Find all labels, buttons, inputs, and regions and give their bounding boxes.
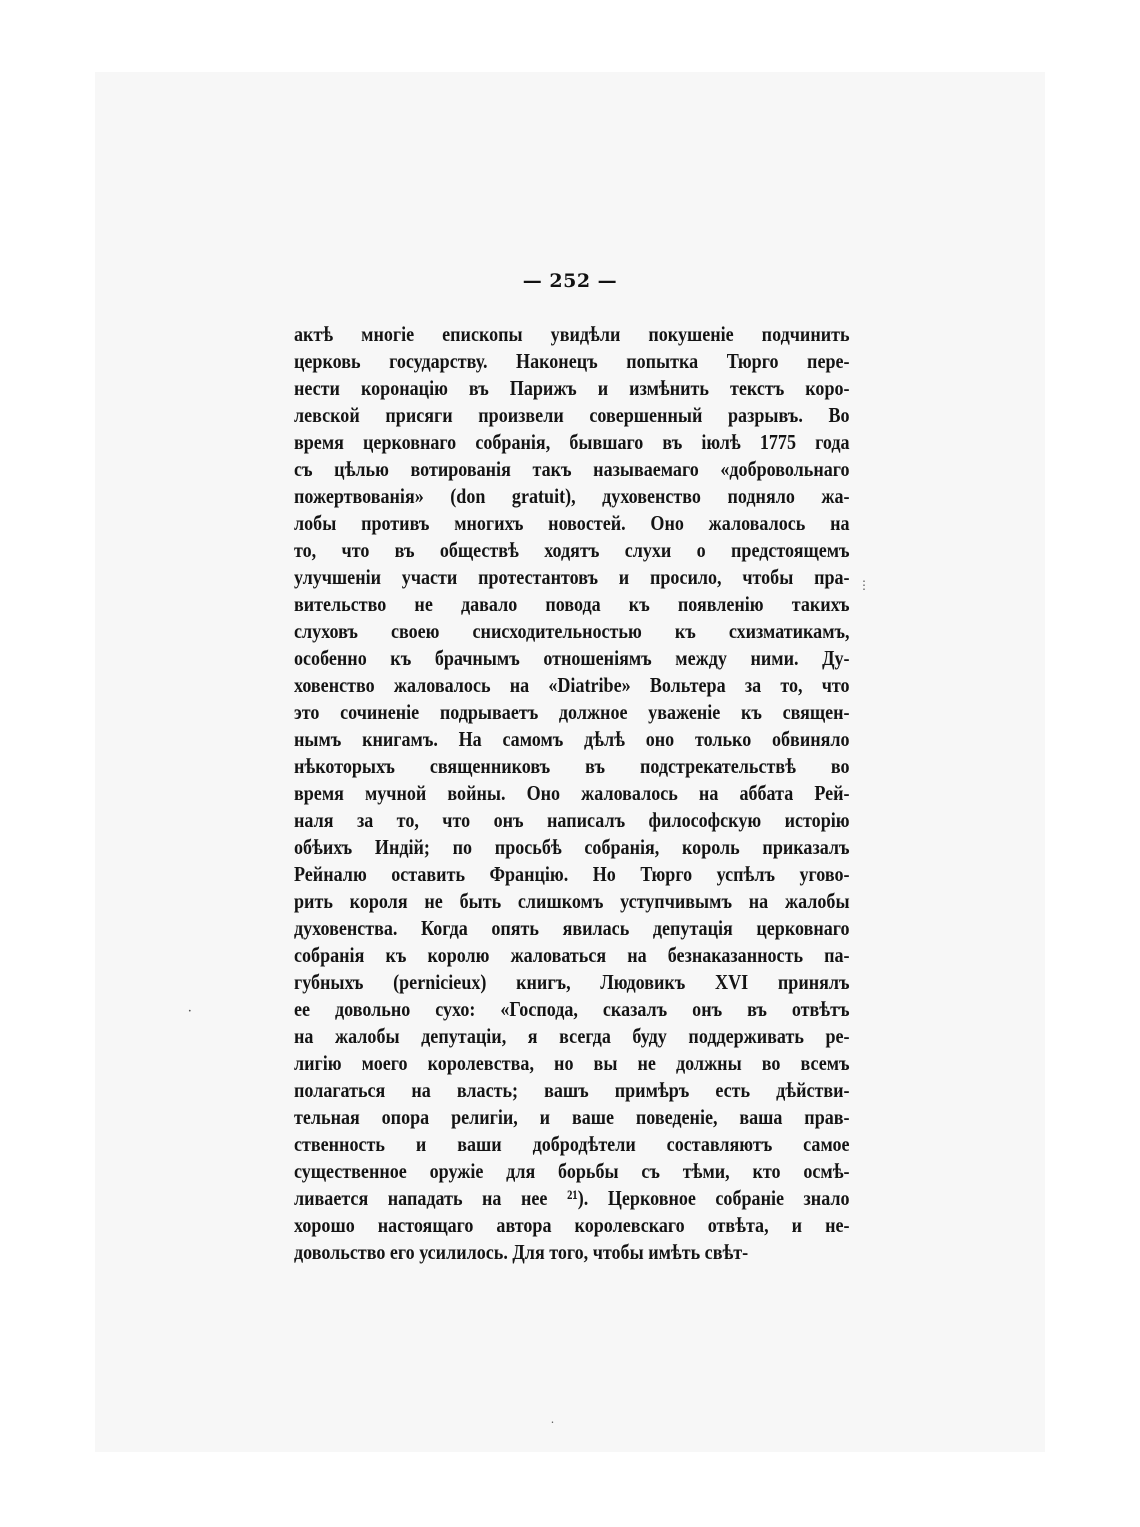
text-line: наля за то, что онъ написалъ философскую исторію (294, 808, 850, 832)
text-line: губныхъ (pernicieux) книгъ, Людовикъ XVI принялъ (294, 970, 850, 994)
text-line: то, что въ обществѣ ходятъ слухи о предстоящемъ (294, 538, 850, 562)
text-line: тельная опора религіи, и ваше поведеніе, ваша прав- (294, 1105, 850, 1129)
text-line: съ цѣлью вотированія такъ называемаго «добровольнаго (294, 457, 850, 481)
text-line: время мучной войны. Оно жаловалось на аббата Рей- (294, 781, 850, 805)
text-line: актѣ многіе епископы увидѣли покушеніе подчинить (294, 322, 850, 346)
text-line: улучшеніи участи протестантовъ и просило, чтобы пра- (294, 565, 850, 589)
text-line: время церковнаго собранія, бывшаго въ іюлѣ 1775 года (294, 430, 850, 454)
text-line: обѣихъ Индій; по просьбѣ собранія, король приказалъ (294, 835, 850, 859)
text-line: существенное оружіе для борьбы съ тѣми, кто осмѣ- (294, 1159, 850, 1183)
text-line: левской присяги произвели совершенный разрывъ. Во (294, 403, 850, 427)
text-line: полагаться на власть; вашъ примѣръ есть дѣйстви- (294, 1078, 850, 1102)
scan-speck-bottom: • (551, 1420, 554, 1426)
text-line: лобы противъ многихъ новостей. Оно жаловалось на (294, 511, 850, 535)
scan-speck-right: ⋮ (858, 578, 870, 592)
text-line: особенно къ брачнымъ отношеніямъ между ними. Ду- (294, 646, 850, 670)
body-text (294, 321, 850, 1266)
text-line: это сочиненіе подрываетъ должное уваженіе къ священ- (294, 700, 850, 724)
text-line: ховенство жаловалось на «Diatribe» Вольтера за то, что (294, 673, 850, 697)
text-line: хорошо настоящаго автора королевскаго отвѣта, и не- (294, 1213, 850, 1237)
text-line: ее довольно сухо: «Господа, сказалъ онъ въ отвѣтъ (294, 997, 850, 1021)
text-line: вительство не давало повода къ появленію такихъ (294, 592, 850, 616)
text-line: пожертвованія» (don gratuit), духовенство подняло жа- (294, 484, 850, 508)
text-line: рить короля не быть слишкомъ уступчивымъ на жалобы (294, 889, 850, 913)
text-line: нѣкоторыхъ священниковъ въ подстрекательствѣ во (294, 754, 850, 778)
text-line: лигію моего королевства, но вы не должны во всемъ (294, 1051, 850, 1075)
scan-speck-left: • (188, 1008, 192, 1015)
page-number: — 252 — (522, 270, 618, 292)
text-line: на жалобы депутаціи, я всегда буду поддерживать ре- (294, 1024, 850, 1048)
text-line: церковь государству. Наконецъ попытка Тюрго пере- (294, 349, 850, 373)
text-line: ливается нападать на нее ²¹). Церковное собраніе знало (294, 1186, 850, 1210)
text-line: духовенства. Когда опять явилась депутація церковнаго (294, 916, 850, 940)
text-line: нымъ книгамъ. На самомъ дѣлѣ оно только обвиняло (294, 727, 850, 751)
text-line: слуховъ своею снисходительностью къ схизматикамъ, (294, 619, 850, 643)
text-line: Рейналю оставить Францію. Но Тюрго успѣлъ угово- (294, 862, 850, 886)
text-line: нести коронацію въ Парижъ и измѣнить текстъ коро- (294, 376, 850, 400)
text-line: собранія къ королю жаловаться на безнаказанность па- (294, 943, 850, 967)
text-line: довольство его усилилось. Для того, чтобы имѣть свѣт- (294, 1240, 749, 1264)
text-line: ственность и ваши добродѣтели составляютъ самое (294, 1132, 850, 1156)
